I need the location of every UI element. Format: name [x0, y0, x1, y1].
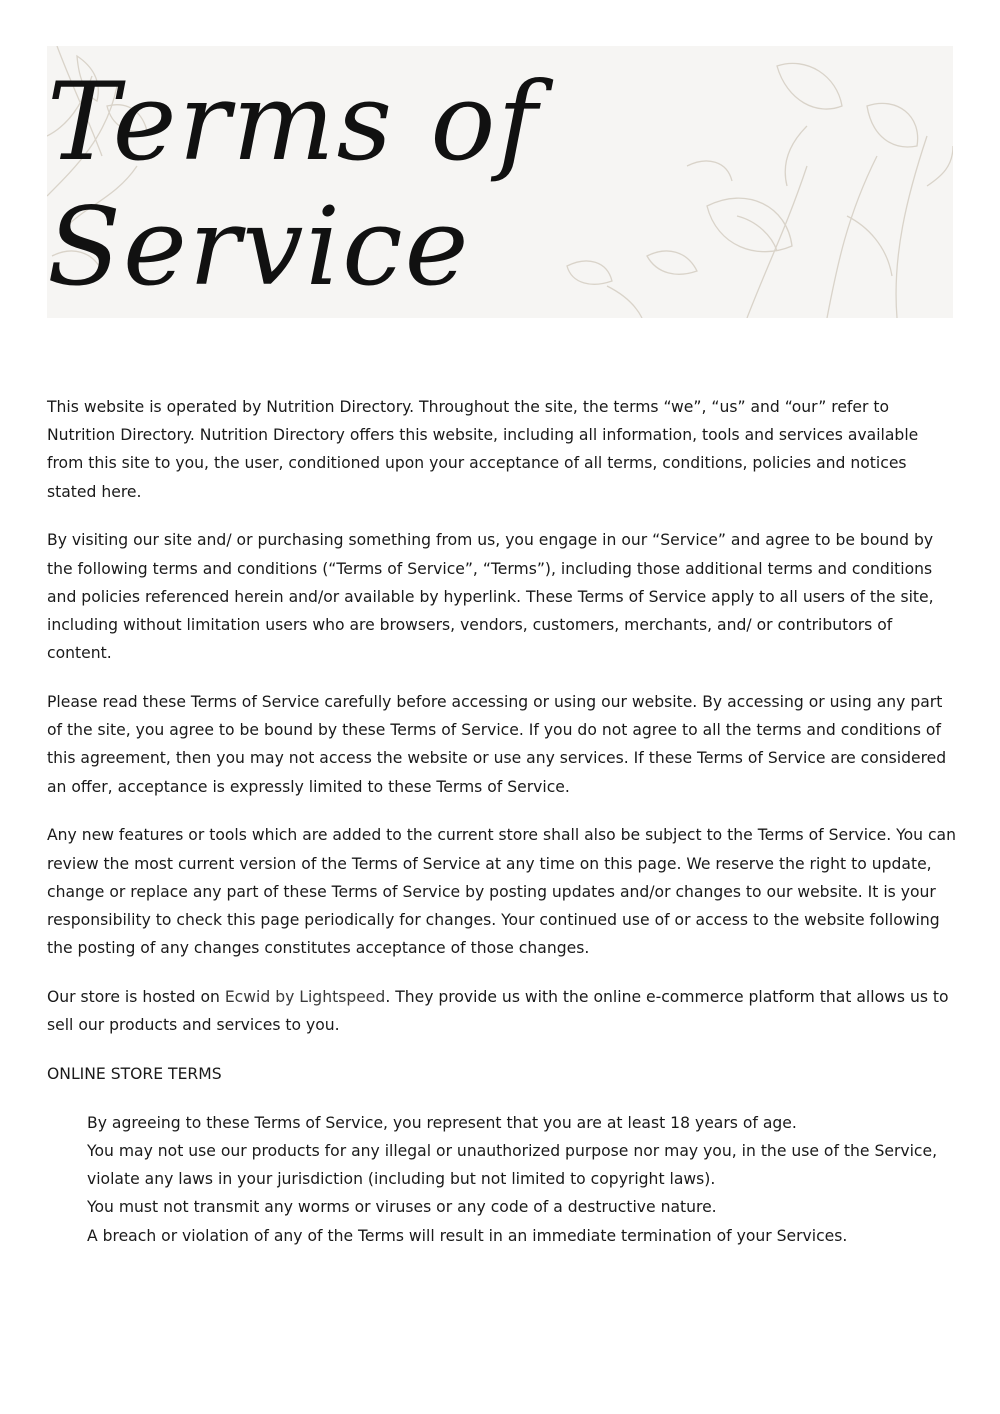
page-title: Terms of Service [47, 60, 540, 310]
read-terms-paragraph: Please read these Terms of Service carefully before accessing or using our website. By accessing or using any part of the site, you agree to be bound by these Terms of Service. If you do not agree to all the terms and conditions of this agreement, then you may not access the website or use any services. If these Terms of Service are considered an offer, acceptance is expressly limited to these Terms of Service. [47, 693, 947, 796]
list-item: You must not transmit any worms or viruses or any code of a destructive nature. [87, 1198, 717, 1217]
terms-content [47, 393, 957, 1250]
header-banner [47, 46, 953, 318]
section-heading: ONLINE STORE TERMS [47, 1065, 222, 1084]
list-item: You may not use our products for any illegal or unauthorized purpose nor may you, in the use of the Service, violate any laws in your jurisdiction (including but not limited to copyright laws). [87, 1142, 938, 1189]
hosting-text-before: Our store is hosted on [47, 988, 225, 1007]
list-item: By agreeing to these Terms of Service, you represent that you are at least 18 years of age. [87, 1113, 797, 1132]
hosting-text-after: . They provide us with the online e-commerce platform that allows us to sell our products and services to you. [47, 988, 949, 1035]
intro-paragraph: This website is operated by Nutrition Directory. Throughout the site, the terms “we”, “us” and “our” refer to Nutrition Directory. Nutrition Directory offers this website, including all information, tools and services available from this site to you, the user, conditioned upon your acceptance of all terms, conditions, policies and notices stated here. [47, 398, 919, 501]
service-paragraph: By visiting our site and/ or purchasing something from us, you engage in our “Service” and agree to be bound by the following terms and conditions (“Terms of Service”, “Terms”), including those additional terms and conditions and policies referenced herein and/or available by hyperlink. These Terms of Service apply to all users of the site, including without limitation users who are browsers, vendors, customers, merchants, and/ or contributors of content. [47, 531, 934, 663]
list-item: A breach or violation of any of the Terms will result in an immediate termination of your Services. [87, 1226, 848, 1245]
ecwid-link[interactable]: Ecwid by Lightspeed [224, 988, 386, 1007]
store-terms-list [47, 1109, 957, 1250]
hosting-paragraph [47, 983, 957, 1039]
updates-paragraph: Any new features or tools which are added to the current store shall also be subject to the Terms of Service. You can review the most current version of the Terms of Service at any time on this page. We reserve the right to update, change or replace any part of these Terms of Service by posting updates and/or changes to our website. It is your responsibility to check this page periodically for changes. Your continued use of or access to the website following the posting of any changes constitutes acceptance of those changes. [47, 826, 956, 958]
